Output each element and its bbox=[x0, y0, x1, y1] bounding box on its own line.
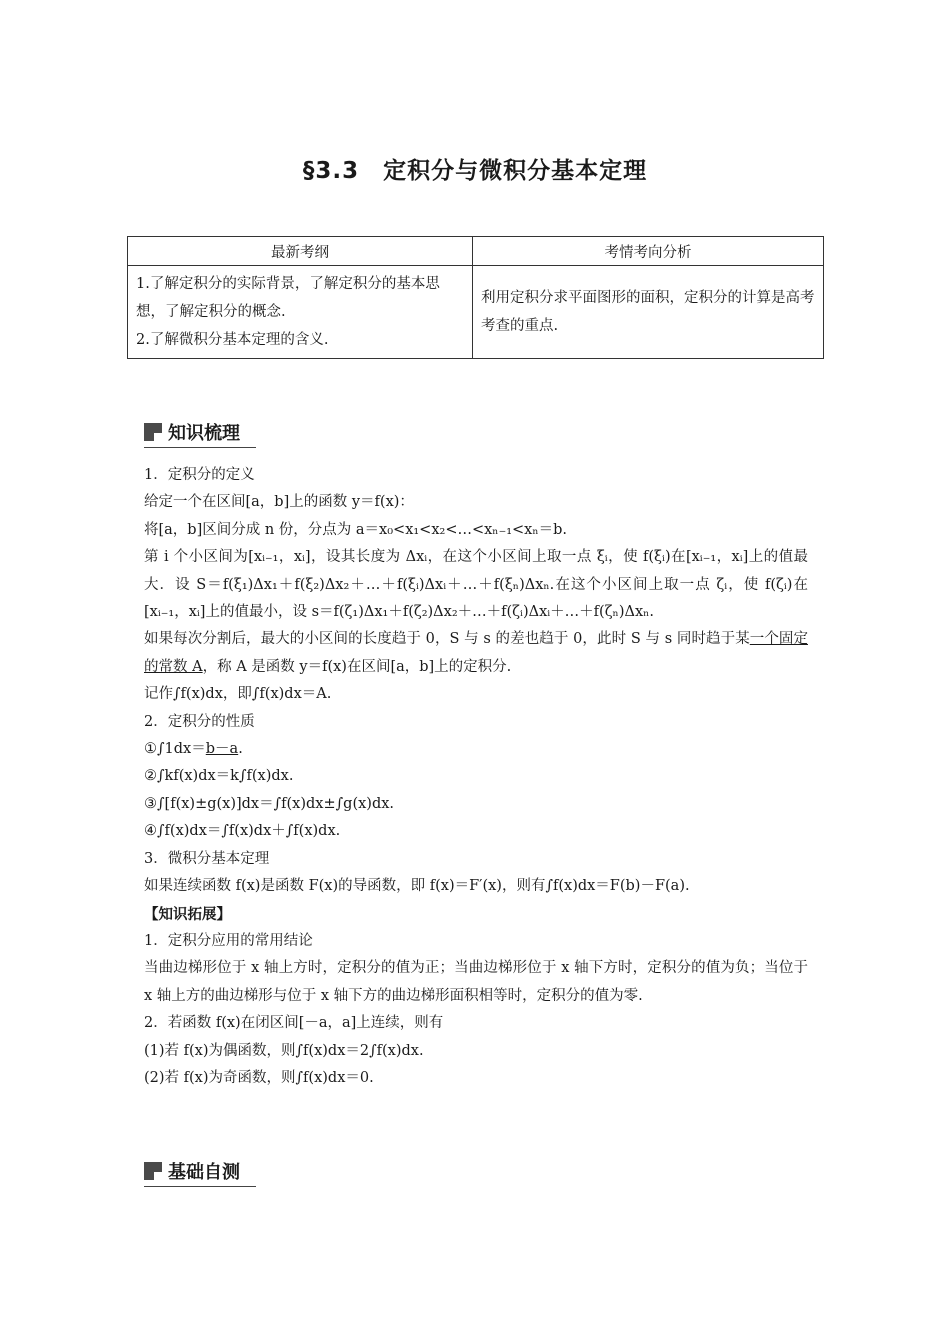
underlined-term: b－a bbox=[205, 741, 239, 758]
table-cell-outline bbox=[128, 266, 473, 359]
exam-outline-table bbox=[127, 236, 824, 359]
text-paragraph: 如果每次分割后，最大的小区间的长度趋于 0，S 与 s 的差也趋于 0，此时 S 与 s 同时趋于某一个固定的常数 A，称 A 是函数 y＝f(x)在区间[a，b]上的定积分. bbox=[144, 631, 808, 675]
table-header-analysis: 考情考向分析 bbox=[473, 237, 824, 266]
text-line: 如果连续函数 f(x)是函数 F(x)的导函数，即 f(x)＝F′(x)，则有∫f(x)dx＝F(b)－F(a). bbox=[144, 878, 690, 895]
section-heading-selftest bbox=[144, 1156, 256, 1187]
page-title: §3.3 定积分与微积分基本定理 bbox=[302, 158, 648, 184]
outline-item-2: 2.了解微积分基本定理的含义. bbox=[136, 332, 329, 348]
table-header-outline: 最新考纲 bbox=[128, 237, 473, 266]
section-square-icon bbox=[144, 1162, 162, 1180]
text-line: 将[a，b]区间分成 n 份，分点为 a＝x₀<x₁<x₂<…<xₙ₋₁<xₙ＝b. bbox=[144, 521, 568, 538]
heading-definition: 1．定积分的定义 bbox=[144, 467, 255, 483]
section-heading-label: 基础自测 bbox=[168, 1162, 240, 1183]
outline-item-1: 1.了解定积分的实际背景，了解定积分的基本思想，了解定积分的概念. bbox=[136, 276, 440, 320]
heading-fundamental-theorem: 3．微积分基本定理 bbox=[144, 850, 270, 867]
underlined-term: 一个固定的常数 A bbox=[144, 631, 808, 675]
text-line: 2．若函数 f(x)在闭区间[－a，a]上连续，则有 bbox=[144, 1015, 444, 1032]
table-cell-analysis: 利用定积分求平面图形的面积，定积分的计算是高考考查的重点. bbox=[473, 266, 824, 359]
text-paragraph: 当曲边梯形位于 x 轴上方时，定积分的值为正；当曲边梯形位于 x 轴下方时，定积分的值为负；当位于 x 轴上方的曲边梯形与位于 x 轴下方的曲边梯形面积相等时，定积分的值为零. bbox=[144, 960, 808, 1004]
property-4: ④∫f(x)dx＝∫f(x)dx＋∫f(x)dx. bbox=[144, 823, 341, 840]
property-3: ③∫[f(x)±g(x)]dx＝∫f(x)dx±∫g(x)dx. bbox=[144, 795, 395, 812]
text-paragraph: 第 i 个小区间为[xᵢ₋₁，xᵢ]，设其长度为 Δxᵢ，在这个小区间上取一点 ξᵢ，使 f(ξᵢ)在[xᵢ₋₁，xᵢ]上的值最大．设 S＝f(ξ₁)Δx₁＋f(ξ₂)Δx₂＋…＋f(ξᵢ)Δxᵢ＋…＋f(ξₙ)Δxₙ.在这个小区间上取一点 ζᵢ，使 f(ζᵢ)在[xᵢ₋₁，xᵢ]上的值最小，设 s＝f(ζ₁)Δx₁＋f(ζ₂)Δx₂＋…＋f(ζᵢ)Δxᵢ＋…＋f(ζₙ)Δxₙ. bbox=[144, 549, 808, 621]
section-square-icon bbox=[144, 423, 162, 441]
text-line: (1)若 f(x)为偶函数，则∫f(x)dx＝2∫f(x)dx. bbox=[144, 1042, 424, 1059]
heading-properties: 2．定积分的性质 bbox=[144, 713, 255, 730]
property-2: ②∫kf(x)dx＝k∫f(x)dx. bbox=[144, 768, 294, 785]
heading-conclusion: 1．定积分应用的常用结论 bbox=[144, 932, 313, 949]
section-heading-label: 知识梳理 bbox=[168, 423, 240, 444]
text-line: 给定一个在区间[a，b]上的函数 y＝f(x)： bbox=[144, 494, 414, 511]
knowledge-body bbox=[144, 462, 808, 1092]
property-1: ①∫1dx＝b－a. bbox=[144, 741, 243, 758]
section-heading-knowledge bbox=[144, 417, 256, 448]
text-line: 记作∫f(x)dx，即∫f(x)dx＝A. bbox=[144, 686, 332, 703]
heading-extension: 【知识拓展】 bbox=[144, 905, 231, 923]
text-line: (2)若 f(x)为奇函数，则∫f(x)dx＝0. bbox=[144, 1069, 374, 1086]
